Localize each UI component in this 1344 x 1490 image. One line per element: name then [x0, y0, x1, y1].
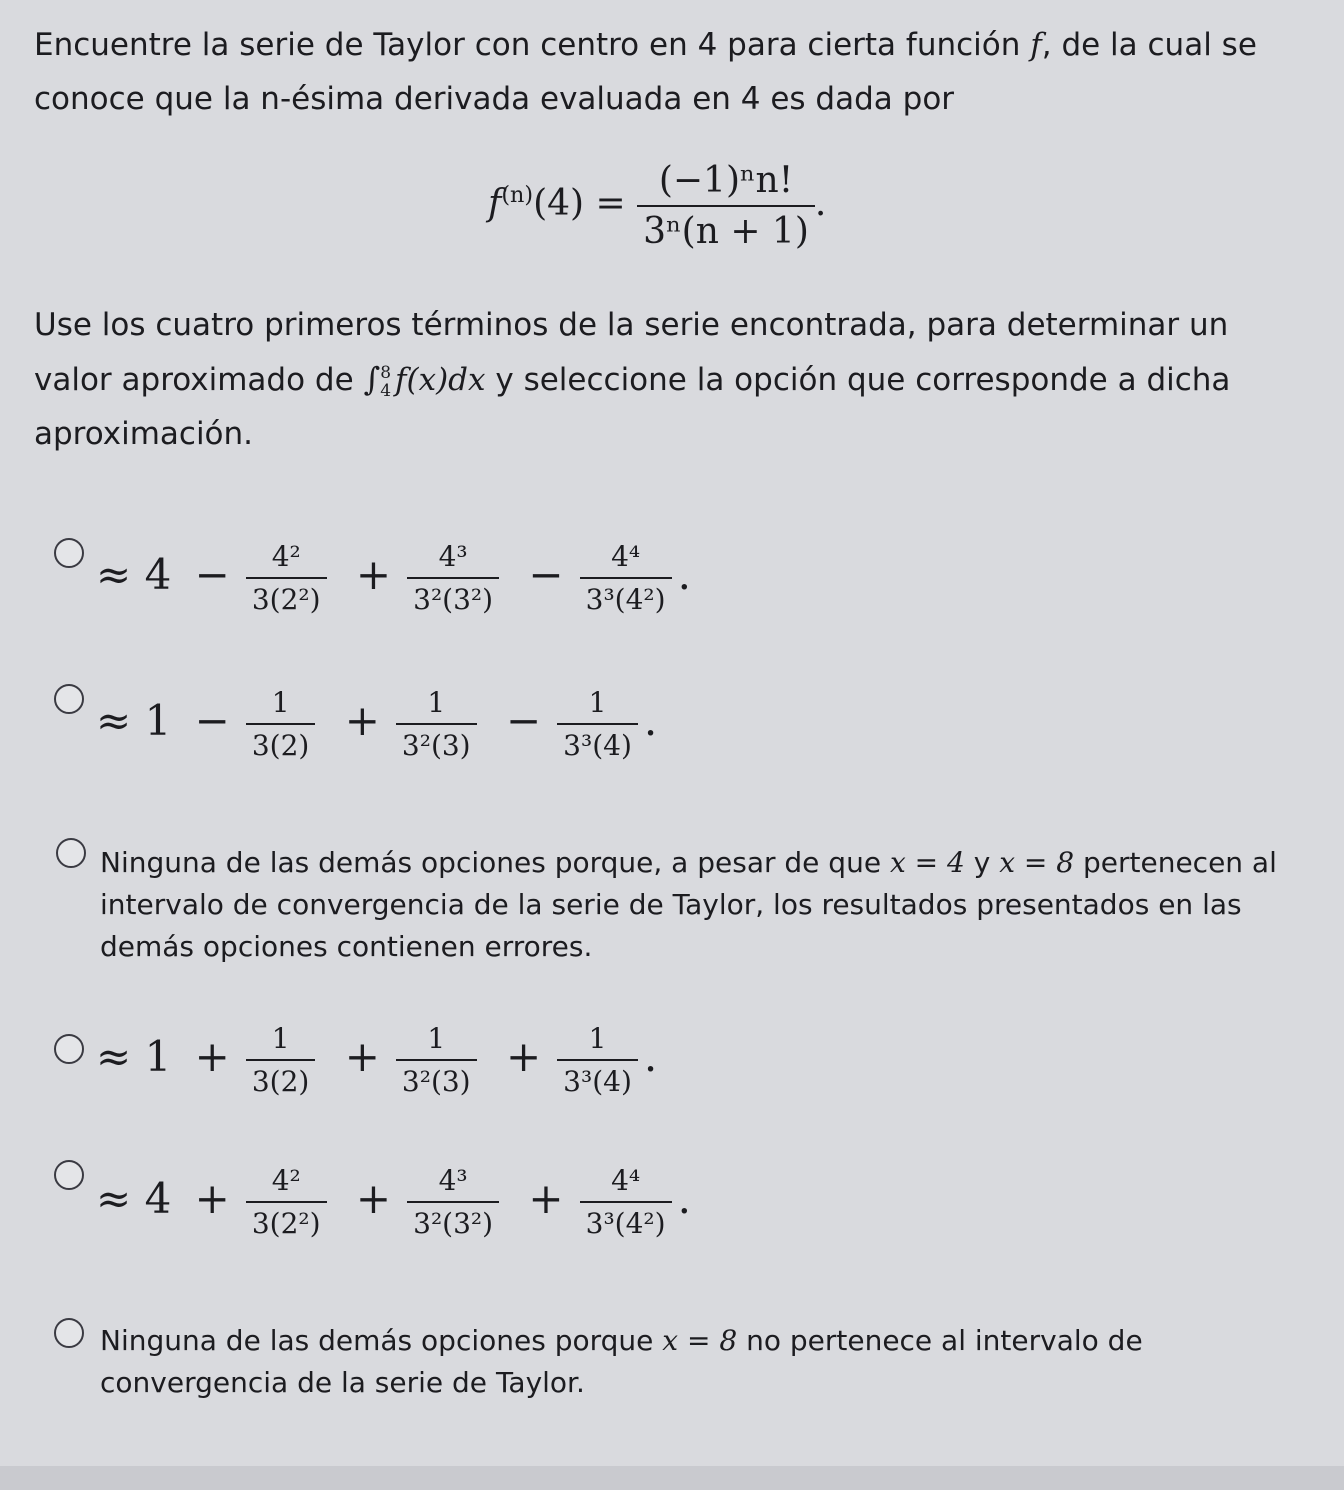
operator: −	[505, 696, 542, 745]
lead-term: 4	[144, 1174, 172, 1223]
operator: −	[194, 696, 230, 745]
lead-term: 1	[144, 1032, 172, 1081]
numerator: 1	[588, 686, 607, 719]
numerator: 4⁴	[611, 1164, 641, 1197]
term-fraction	[246, 540, 327, 616]
denominator: 3³(4²)	[580, 1201, 672, 1240]
term-fraction	[246, 686, 315, 762]
integral-body: f(x)dx	[395, 362, 486, 398]
operator: +	[194, 1032, 230, 1081]
option-3-text[interactable]	[100, 842, 1280, 968]
instruction-text-b: y seleccione la opción que corresponde a dicha aproximación.	[34, 362, 1231, 452]
function-symbol: f	[1030, 27, 1042, 63]
approx-symbol: ≈	[96, 1174, 132, 1223]
term-fraction	[580, 540, 672, 616]
numerator: 1	[271, 1022, 290, 1055]
question-intro	[34, 18, 1294, 126]
derivative-formula	[488, 160, 826, 252]
lead-term: 4	[144, 550, 172, 599]
period: .	[677, 1174, 691, 1223]
option-6-radio[interactable]	[54, 1318, 84, 1348]
option-3-radio[interactable]	[56, 838, 86, 868]
option-1-expression[interactable]	[96, 540, 691, 616]
term-fraction	[580, 1164, 672, 1240]
term-fraction	[246, 1164, 327, 1240]
option-3-math-1: x = 4	[889, 846, 965, 879]
denominator: 3²(3²)	[407, 1201, 499, 1240]
operator: −	[528, 550, 564, 599]
formula-denominator: 3ⁿ(n + 1)	[637, 205, 815, 252]
period: .	[643, 1032, 658, 1081]
denominator: 3(2)	[246, 723, 315, 762]
intro-text-b: , de la cual se conoce que la n-ésima derivada evaluada en 4 es dada por	[34, 27, 1257, 117]
denominator: 3²(3)	[396, 1059, 477, 1098]
term-fraction	[557, 1022, 638, 1098]
option-6-text[interactable]	[100, 1320, 1280, 1404]
formula-f: f	[488, 183, 502, 224]
bottom-edge	[0, 1466, 1344, 1490]
formula-fraction	[637, 160, 815, 252]
numerator: 4³	[438, 1164, 468, 1197]
option-3-text-b: pertenecen al intervalo de convergencia de la serie de Taylor, los resultados presentados en las demás opciones contienen errores.	[100, 846, 1277, 963]
term-fraction	[396, 686, 477, 762]
option-3-text-a: Ninguna de las demás opciones porque, a pesar de que	[100, 846, 890, 879]
numerator: 1	[271, 686, 290, 719]
operator: +	[505, 1032, 542, 1081]
numerator: 1	[427, 686, 446, 719]
option-5-expression[interactable]	[96, 1164, 691, 1240]
formula-argument: (4) =	[533, 183, 626, 224]
denominator: 3(2)	[246, 1059, 315, 1098]
operator: −	[194, 550, 230, 599]
operator: +	[355, 550, 392, 599]
option-5-radio[interactable]	[54, 1160, 84, 1190]
numerator: 4²	[271, 540, 301, 573]
operator: +	[194, 1174, 230, 1223]
operator: +	[344, 1032, 380, 1081]
numerator: 1	[588, 1022, 607, 1055]
formula-period: .	[814, 183, 827, 224]
denominator: 3(2²)	[246, 577, 327, 616]
option-6-text-a: Ninguna de las demás opciones porque	[100, 1324, 663, 1357]
question-instruction	[34, 298, 1304, 461]
numerator: 4³	[438, 540, 468, 573]
denominator: 3³(4²)	[580, 577, 672, 616]
option-2-expression[interactable]	[96, 686, 657, 762]
numerator: 1	[427, 1022, 446, 1055]
lead-term: 1	[144, 696, 172, 745]
denominator: 3²(3²)	[407, 577, 499, 616]
approx-symbol: ≈	[96, 550, 132, 599]
numerator: 4²	[271, 1164, 301, 1197]
operator: +	[355, 1174, 392, 1223]
denominator: 3³(4)	[557, 723, 638, 762]
approx-symbol: ≈	[96, 696, 132, 745]
term-fraction	[396, 1022, 477, 1098]
option-2-radio[interactable]	[54, 684, 84, 714]
integral-upper-limit: 8	[380, 362, 392, 383]
operator: +	[344, 696, 380, 745]
integral-lower-limit: 4	[380, 380, 392, 401]
integral-sign: ∫	[363, 360, 381, 398]
option-6-math: x = 8	[662, 1324, 738, 1357]
denominator: 3³(4)	[557, 1059, 638, 1098]
option-4-radio[interactable]	[54, 1034, 84, 1064]
option-4-expression[interactable]	[96, 1022, 657, 1098]
instruction-text-a: Use los cuatro primeros términos de la serie encontrada, para determinar un valor aproximado de	[34, 307, 1229, 398]
term-fraction	[407, 1164, 499, 1240]
option-3-text-y: y	[964, 846, 1000, 879]
denominator: 3(2²)	[246, 1201, 327, 1240]
period: .	[677, 550, 691, 599]
term-fraction	[407, 540, 499, 616]
approx-symbol: ≈	[96, 1032, 132, 1081]
option-1-radio[interactable]	[54, 538, 84, 568]
period: .	[643, 696, 658, 745]
intro-text-a: Encuentre la serie de Taylor con centro en 4 para cierta función	[34, 27, 1031, 63]
option-6-text-b: no pertenece al intervalo de convergencia de la serie de Taylor.	[100, 1324, 1143, 1399]
term-fraction	[246, 1022, 315, 1098]
term-fraction	[557, 686, 638, 762]
integral-expression	[363, 360, 486, 401]
operator: +	[528, 1174, 564, 1223]
numerator: 4⁴	[611, 540, 641, 573]
formula-superscript: (n)	[501, 182, 534, 208]
denominator: 3²(3)	[396, 723, 477, 762]
formula-numerator: (−1)ⁿn!	[658, 160, 794, 201]
option-3-math-2: x = 8	[999, 846, 1075, 879]
